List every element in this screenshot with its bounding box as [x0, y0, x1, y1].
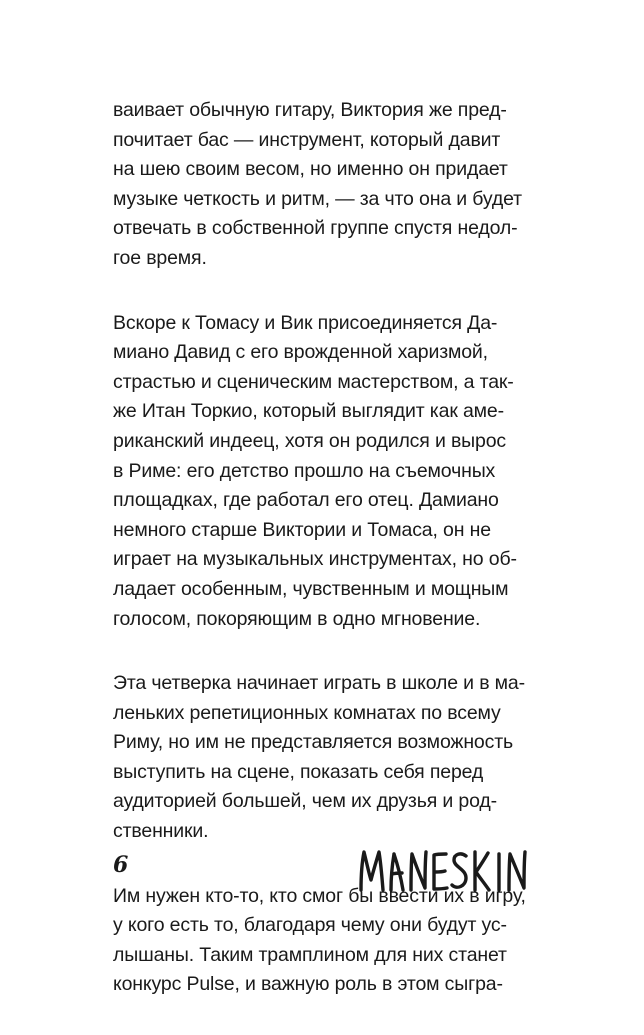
- text-line: музыке четкость и ритм, — за что она и будет: [113, 187, 522, 210]
- text-line: голосом, покоряющим в одно мгновение.: [113, 607, 481, 630]
- text-line: выступить на сцене, показать себя перед: [113, 760, 484, 783]
- text-line: аудиторией большей, чем их друзья и род-: [113, 790, 497, 813]
- text-line: ваивает обычную гитару, Виктория же пред-: [113, 99, 507, 121]
- text-line: лышаны. Таким трамплином для них станет: [113, 943, 507, 966]
- text-line: ственники.: [113, 820, 209, 843]
- page-number: 6: [113, 852, 129, 878]
- text-line: площадках, где работал его отец. Дамиано: [113, 489, 499, 512]
- paragraph-2: [113, 309, 533, 635]
- text-line: конкурс Pulse, и важную роль в этом сыгра-: [113, 973, 503, 996]
- text-line: Им нужен кто-то, кто смог бы ввести их в игру,: [113, 884, 526, 907]
- text-line: почитает бас — инструмент, который давит: [113, 128, 501, 151]
- text-line: гое время.: [113, 246, 207, 269]
- text-line: Риму, но им не представляется возможность: [113, 731, 514, 754]
- maneskin-logo-icon: [358, 846, 536, 894]
- text-line: леньких репетиционных комнатах по всему: [113, 701, 501, 724]
- paragraph-3: [113, 669, 533, 847]
- paragraph-1: [113, 96, 533, 274]
- text-line: ладает особенным, чувственным и мощным: [113, 577, 509, 600]
- text-line: миано Давид с его врожденной харизмой,: [113, 341, 488, 364]
- text-line: немного старше Виктории и Томаса, он не: [113, 518, 491, 541]
- text-line: Вскоре к Томасу и Вик присоединяется Да-: [113, 311, 498, 334]
- text-line: играет на музыкальных инструментах, но об-: [113, 548, 517, 571]
- text-line: у кого есть то, благодаря чему они будут ус-: [113, 914, 507, 937]
- text-line: риканский индеец, хотя он родился и вырос: [113, 429, 507, 452]
- text-line: Эта четверка начинает играть в школе и в ма-: [113, 672, 525, 695]
- text-line: в Риме: его детство прошло на съемочных: [113, 459, 496, 482]
- paragraph-4: [113, 882, 533, 1000]
- text-line: отвечать в собственной группе спустя недол-: [113, 217, 518, 240]
- text-line: на шею своим весом, но именно он придает: [113, 158, 508, 181]
- text-line: же Итан Торкио, который выглядит как аме-: [113, 400, 504, 423]
- text-line: страстью и сценическим мастерством, а так-: [113, 370, 514, 393]
- body-text: [113, 96, 533, 1035]
